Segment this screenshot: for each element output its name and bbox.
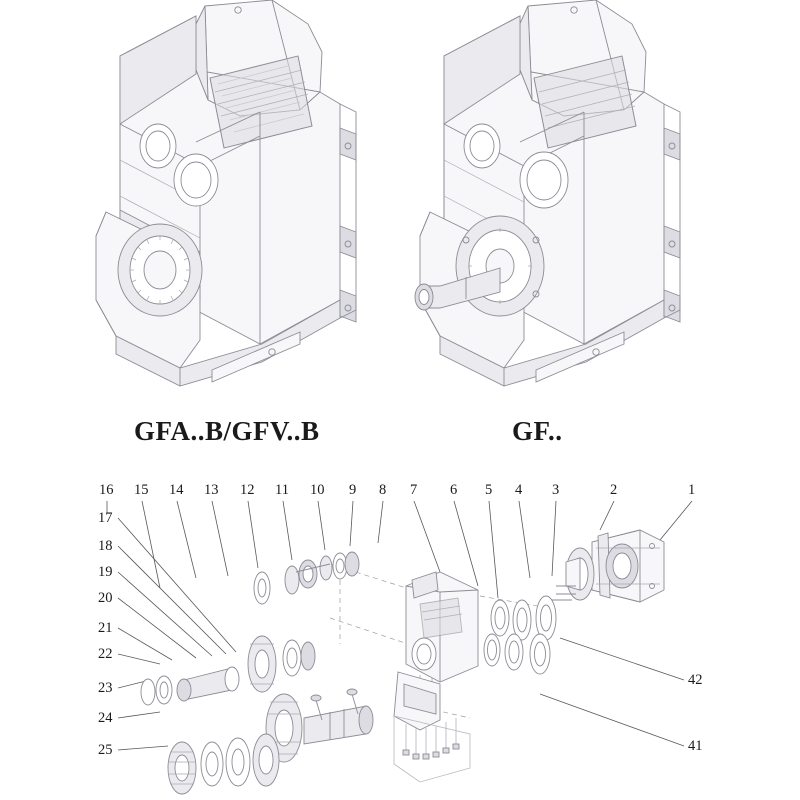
callout-41: 41 <box>688 738 703 754</box>
callout-5: 5 <box>485 482 493 498</box>
callout-23: 23 <box>98 680 113 696</box>
callout-18: 18 <box>98 538 113 554</box>
gearbox-view-gf <box>415 0 680 386</box>
callout-2: 2 <box>610 482 618 498</box>
callout-12: 12 <box>240 482 255 498</box>
callout-13: 13 <box>204 482 219 498</box>
callout-19: 19 <box>98 564 113 580</box>
callout-1: 1 <box>688 482 696 498</box>
callout-21: 21 <box>98 620 113 636</box>
callout-9: 9 <box>349 482 357 498</box>
callout-10: 10 <box>310 482 325 498</box>
callout-42: 42 <box>688 672 703 688</box>
callout-6: 6 <box>450 482 458 498</box>
part-motor-flange-assembly <box>566 530 664 602</box>
callout-4: 4 <box>515 482 523 498</box>
callout-24: 24 <box>98 710 113 726</box>
callout-11: 11 <box>275 482 289 498</box>
gearbox-view-gfab-gfvb <box>96 0 356 386</box>
exploded-parts-diagram <box>0 468 800 800</box>
callout-16: 16 <box>99 482 114 498</box>
exploded-parts-svg <box>0 468 800 800</box>
callout-22: 22 <box>98 646 113 662</box>
caption-gfab-gfvb: GFA..B/GFV..B <box>134 416 320 446</box>
callout-20: 20 <box>98 590 113 606</box>
callout-25: 25 <box>98 742 113 758</box>
callout-3: 3 <box>552 482 560 498</box>
callout-7: 7 <box>410 482 418 498</box>
part-gear-shaft-group <box>141 552 373 794</box>
callout-17: 17 <box>98 510 113 526</box>
callout-15: 15 <box>134 482 149 498</box>
part-main-housing <box>394 572 478 782</box>
caption-gf: GF.. <box>512 416 563 446</box>
callout-8: 8 <box>379 482 387 498</box>
callout-14: 14 <box>169 482 184 498</box>
